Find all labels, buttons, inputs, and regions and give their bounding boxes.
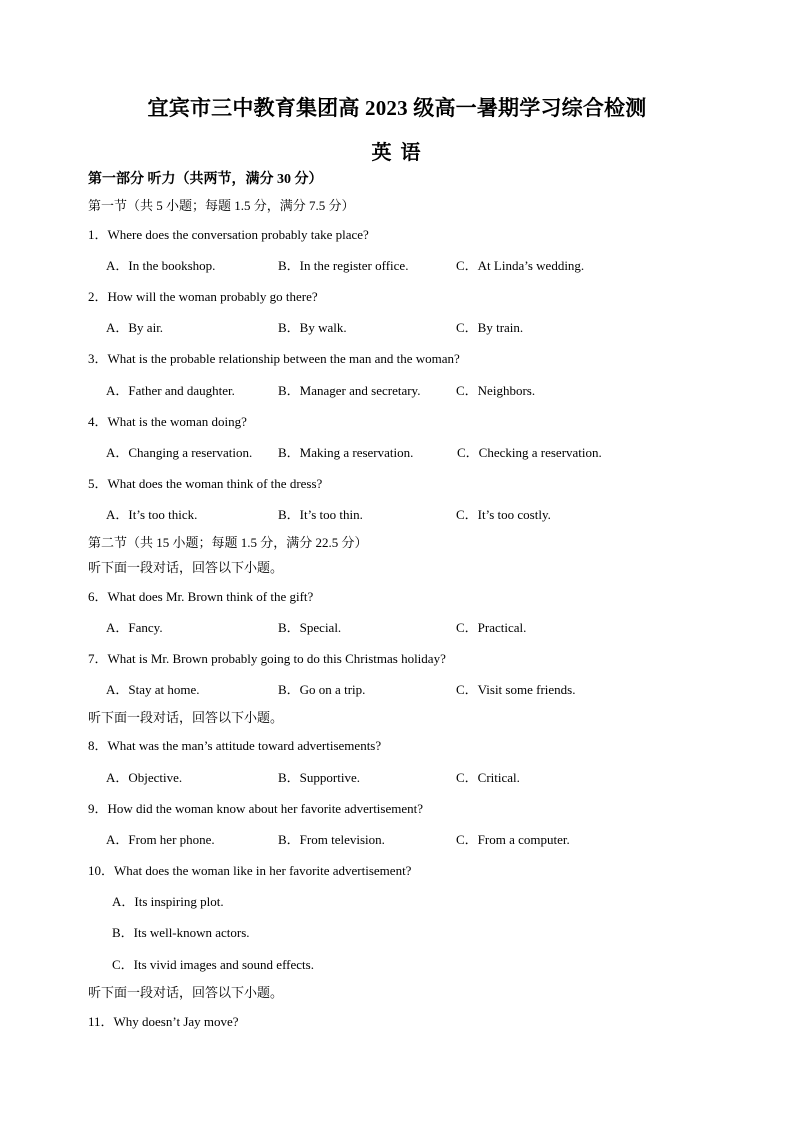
question-4-option-b: B．Making a reservation. — [278, 445, 414, 460]
question-8-option-a: A．Objective. — [106, 770, 183, 785]
question-1: 1．Where does the conversation probably take place? — [88, 227, 369, 242]
question-1-option-a: A．In the bookshop. — [106, 258, 216, 273]
question-3: 3．What is the probable relationship between the man and the woman? — [88, 351, 460, 366]
question-5-option-b: B．It’s too thin. — [278, 507, 363, 522]
question-5: 5．What does the woman think of the dress? — [88, 476, 323, 491]
question-7: 7．What is Mr. Brown probably going to do this Christmas holiday? — [88, 651, 446, 666]
question-10-option-a: A．Its inspiring plot. — [112, 894, 224, 909]
question-9: 9．How did the woman know about her favorite advertisement? — [88, 801, 424, 816]
question-8-option-c: C．Critical. — [456, 770, 520, 785]
exam-subject: 英 语 — [371, 142, 423, 164]
section-one-heading: 第一节（共 5 小题；每题 1.5 分，满分 7.5 分） — [88, 198, 355, 213]
question-3-option-c: C．Neighbors. — [456, 383, 536, 398]
question-7-option-c: C．Visit some friends. — [456, 682, 576, 697]
question-6-option-b: B．Special. — [278, 620, 342, 635]
question-10-option-c: C．Its vivid images and sound effects. — [112, 957, 314, 972]
listening-instruction: 听下面一段对话，回答以下小题。 — [88, 985, 284, 1000]
question-2-option-c: C．By train. — [456, 320, 524, 335]
question-3-option-a: A．Father and daughter. — [106, 383, 235, 398]
question-9-option-c: C．From a computer. — [456, 832, 570, 847]
question-5-option-a: A．It’s too thick. — [106, 507, 198, 522]
question-4-option-a: A．Changing a reservation. — [106, 445, 253, 460]
listening-instruction: 听下面一段对话，回答以下小题。 — [88, 560, 284, 575]
question-8: 8．What was the man’s attitude toward advertisements? — [88, 738, 382, 753]
listening-instruction: 听下面一段对话，回答以下小题。 — [88, 710, 284, 725]
question-6-option-a: A．Fancy. — [106, 620, 163, 635]
section-two-heading: 第二节（共 15 小题；每题 1.5 分，满分 22.5 分） — [88, 535, 368, 550]
question-7-option-a: A．Stay at home. — [106, 682, 200, 697]
question-4-option-c: C．Checking a reservation. — [457, 445, 602, 460]
question-6-option-c: C．Practical. — [456, 620, 527, 635]
question-11: 11．Why doesn’t Jay move? — [88, 1014, 239, 1029]
question-9-option-a: A．From her phone. — [106, 832, 215, 847]
question-4: 4．What is the woman doing? — [88, 414, 247, 429]
question-1-option-c: C．At Linda’s wedding. — [456, 258, 585, 273]
question-3-option-b: B．Manager and secretary. — [278, 383, 421, 398]
question-10: 10．What does the woman like in her favorite advertisement? — [88, 863, 412, 878]
exam-title: 宜宾市三中教育集团高 2023 级高一暑期学习综合检测 — [147, 96, 647, 120]
question-2-option-b: B．By walk. — [278, 320, 347, 335]
question-6: 6．What does Mr. Brown think of the gift? — [88, 589, 314, 604]
question-7-option-b: B．Go on a trip. — [278, 682, 366, 697]
part-one-heading: 第一部分 听力（共两节，满分 30 分） — [88, 172, 323, 187]
question-5-option-c: C．It’s too costly. — [456, 507, 551, 522]
question-1-option-b: B．In the register office. — [278, 258, 409, 273]
question-2: 2．How will the woman probably go there? — [88, 289, 318, 304]
question-10-option-b: B．Its well-known actors. — [112, 925, 250, 940]
question-9-option-b: B．From television. — [278, 832, 385, 847]
question-2-option-a: A．By air. — [106, 320, 164, 335]
question-8-option-b: B．Supportive. — [278, 770, 360, 785]
